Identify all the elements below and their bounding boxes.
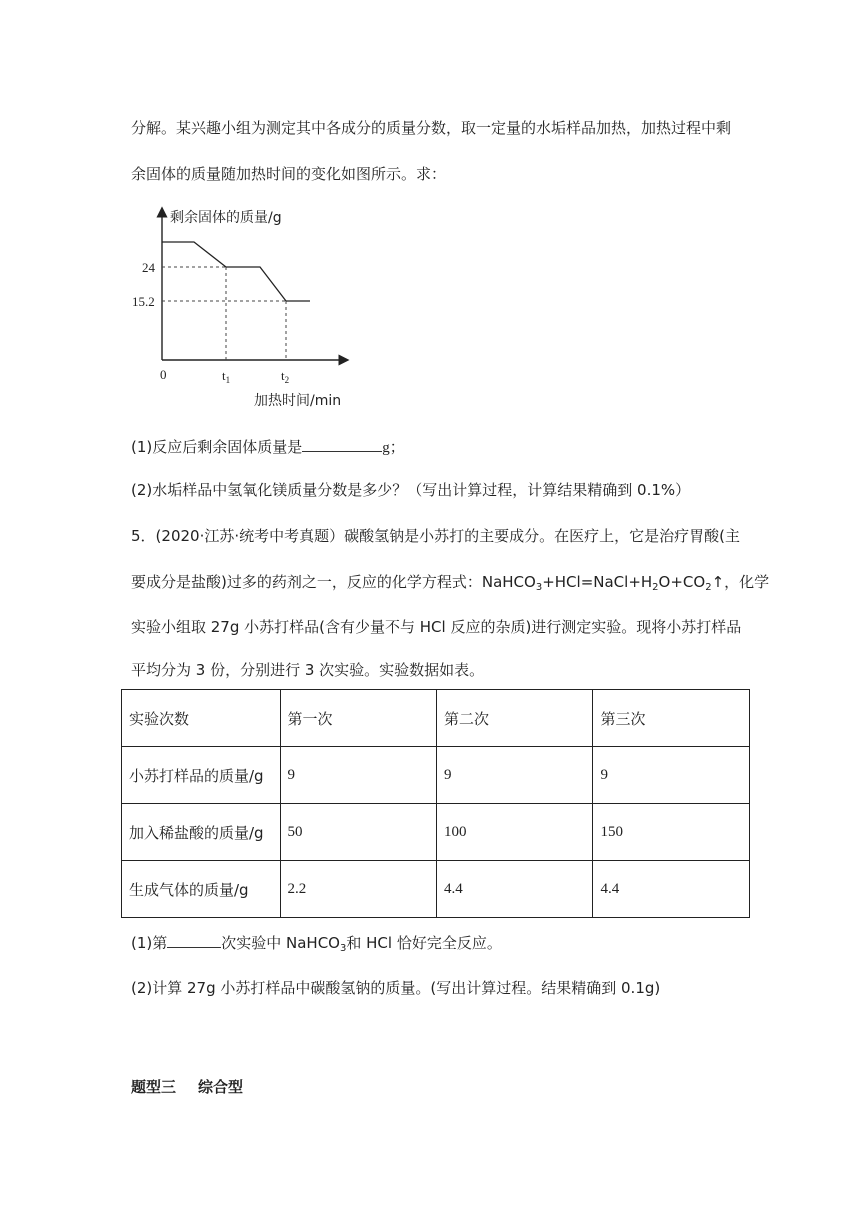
table-cell: 9: [593, 747, 750, 804]
table-header-cell: 第二次: [436, 690, 592, 747]
q5-line-3: 实验小组取 27g 小苏打样品(含有少量不与 HCl 反应的杂质)进行测定实验。现将小苏打样品: [131, 618, 742, 636]
mass-curve: [162, 242, 310, 301]
q5-part1: (1)第 次实验中 NaHCO$_3$和 HCl 恰好完全反应。: [131, 934, 502, 954]
y-tick-15-2: 15.2: [132, 294, 155, 309]
table-cell: 150: [593, 804, 750, 861]
table-row: [122, 804, 750, 861]
table-header-cell: 第三次: [593, 690, 750, 747]
table-header-row: [122, 690, 750, 747]
section-heading-type: 题型三: [131, 1078, 177, 1096]
table-row: [122, 861, 750, 918]
q4-part1: [131, 436, 405, 458]
experiment-table: [121, 689, 750, 918]
q5-line-2: 要成分是盐酸)过多的药剂之一，反应的化学方程式：$NaHCO_3+HCl=NaCl+H_2O+CO_2↑$，化学: [131, 573, 770, 593]
q5-part1-blank[interactable]: [167, 932, 221, 948]
intro-line-2: 余固体的质量随加热时间的变化如图所示。求：: [131, 165, 447, 183]
table-cell: 100: [436, 804, 592, 861]
q4-part2: (2)水垢样品中氢氧化镁质量分数是多少？（写出计算过程，计算结果精确到 0.1%）: [131, 481, 691, 499]
section-heading: [131, 1076, 243, 1097]
mass-time-graph: [118, 200, 358, 415]
table-cell: 小苏打样品的质量/g: [122, 747, 281, 804]
x-tick-t1: $t_1$: [222, 368, 231, 385]
section-heading-name: 综合型: [198, 1078, 244, 1096]
table-cell: 9: [436, 747, 592, 804]
y-tick-24: 24: [142, 260, 155, 275]
q4-part1-prefix: (1)反应后剩余固体质量是: [131, 438, 303, 456]
table-cell: 4.4: [593, 861, 750, 918]
table-cell: 9: [280, 747, 436, 804]
table-cell: 2.2: [280, 861, 436, 918]
q5-part2: (2)计算 27g 小苏打样品中碳酸氢钠的质量。(写出计算过程。结果精确到 0.1g): [131, 979, 661, 997]
table-cell: 加入稀盐酸的质量/g: [122, 804, 281, 861]
table-cell: 生成气体的质量/g: [122, 861, 281, 918]
table-header-cell: 第一次: [280, 690, 436, 747]
table-cell: 50: [280, 804, 436, 861]
q4-part1-suffix: g；: [382, 440, 405, 456]
intro-line-1: 分解。某兴趣小组为测定其中各成分的质量分数，取一定量的水垢样品加热，加热过程中剩: [131, 119, 732, 137]
q5-line-1: 5．(2020·江苏·统考中考真题）碳酸氢钠是小苏打的主要成分。在医疗上，它是治疗胃酸(主: [131, 527, 740, 545]
table-cell: 4.4: [436, 861, 592, 918]
x-axis-label: 加热时间/min: [254, 393, 342, 409]
x-tick-t2: $t_2$: [281, 368, 290, 385]
q5-line-4: 平均分为 3 份，分别进行 3 次实验。实验数据如表。: [131, 661, 485, 679]
origin-label: 0: [160, 367, 167, 382]
table-row: [122, 747, 750, 804]
table-header-cell: 实验次数: [122, 690, 281, 747]
q4-part1-blank[interactable]: [302, 436, 382, 452]
y-axis-label: 剩余固体的质量/g: [170, 210, 282, 226]
